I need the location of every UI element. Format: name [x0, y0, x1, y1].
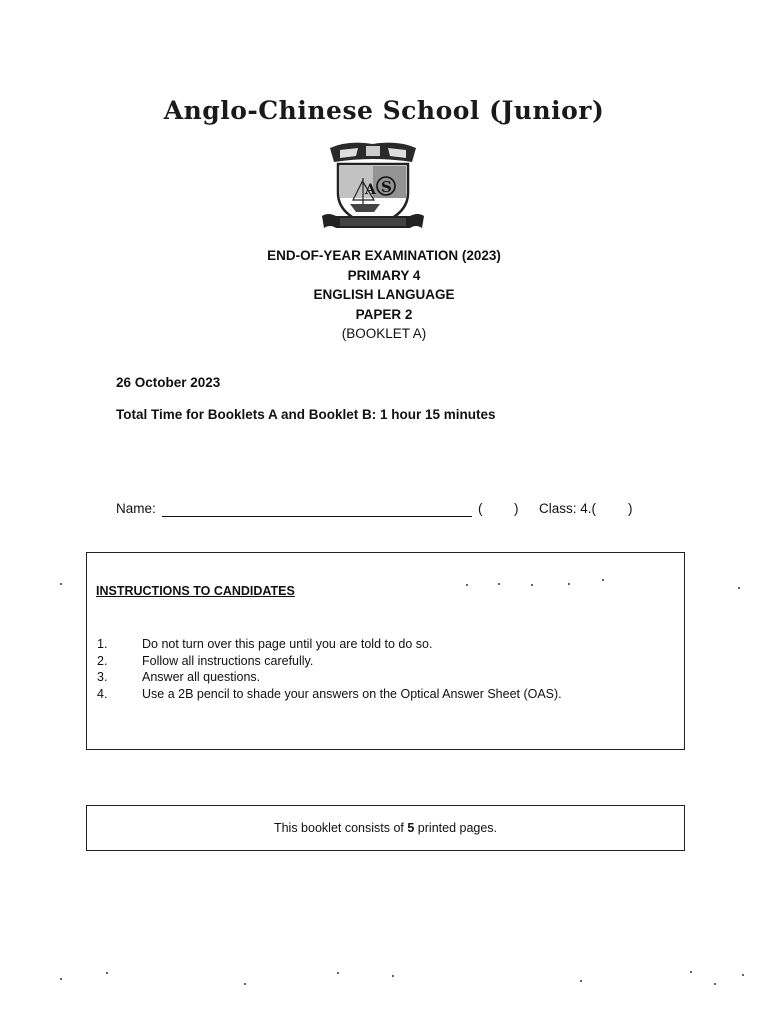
instructions-title: INSTRUCTIONS TO CANDIDATES — [96, 584, 295, 598]
total-time: Total Time for Booklets A and Booklet B: 1 hour 15 minutes — [116, 407, 496, 422]
page-count-prefix: This booklet consists of — [273, 821, 408, 835]
instructions-box — [86, 552, 685, 750]
page-count-number: 5 — [407, 821, 415, 835]
svg-text:A: A — [365, 182, 376, 198]
name-field[interactable] — [162, 516, 472, 517]
instruction-item — [97, 653, 562, 670]
instruction-item — [97, 669, 562, 686]
exam-paper: PAPER 2 — [355, 306, 413, 322]
class-label: Class: 4.( — [539, 501, 597, 516]
instruction-text: Answer all questions. — [142, 670, 261, 684]
page-count-box — [86, 805, 685, 851]
name-label: Name: — [116, 501, 156, 516]
exam-heading — [0, 246, 768, 344]
instruction-item — [97, 686, 562, 703]
register-number-close: ) — [514, 501, 519, 516]
instruction-text: Follow all instructions carefully. — [142, 653, 314, 668]
instruction-text: Do not turn over this page until you are told to do so. — [142, 637, 433, 651]
exam-title: END-OF-YEAR EXAMINATION (2023) — [267, 248, 501, 263]
instructions-list — [97, 636, 562, 702]
instruction-number: 4. — [97, 686, 108, 701]
register-number-open: ( — [478, 501, 483, 516]
school-name: Anglo-Chinese School (Junior) — [163, 96, 605, 125]
page-count-suffix: printed pages. — [414, 821, 498, 835]
instruction-number: 3. — [97, 670, 108, 684]
exam-subject: ENGLISH LANGUAGE — [313, 287, 455, 302]
instruction-number: 1. — [97, 637, 108, 651]
instruction-text: Use a 2B pencil to shade your answers on the Optical Answer Sheet (OAS). — [142, 686, 562, 701]
instruction-item — [97, 636, 562, 653]
school-crest — [318, 138, 428, 238]
crest-emblem-icon — [318, 138, 428, 238]
class-close: ) — [628, 501, 633, 516]
candidate-details — [116, 501, 676, 521]
exam-booklet: (BOOKLET A) — [341, 326, 427, 341]
exam-date: 26 October 2023 — [116, 375, 221, 390]
instruction-number: 2. — [97, 653, 108, 668]
svg-text:S: S — [381, 178, 392, 196]
exam-level: PRIMARY 4 — [347, 267, 421, 283]
page-count-text — [87, 821, 684, 835]
